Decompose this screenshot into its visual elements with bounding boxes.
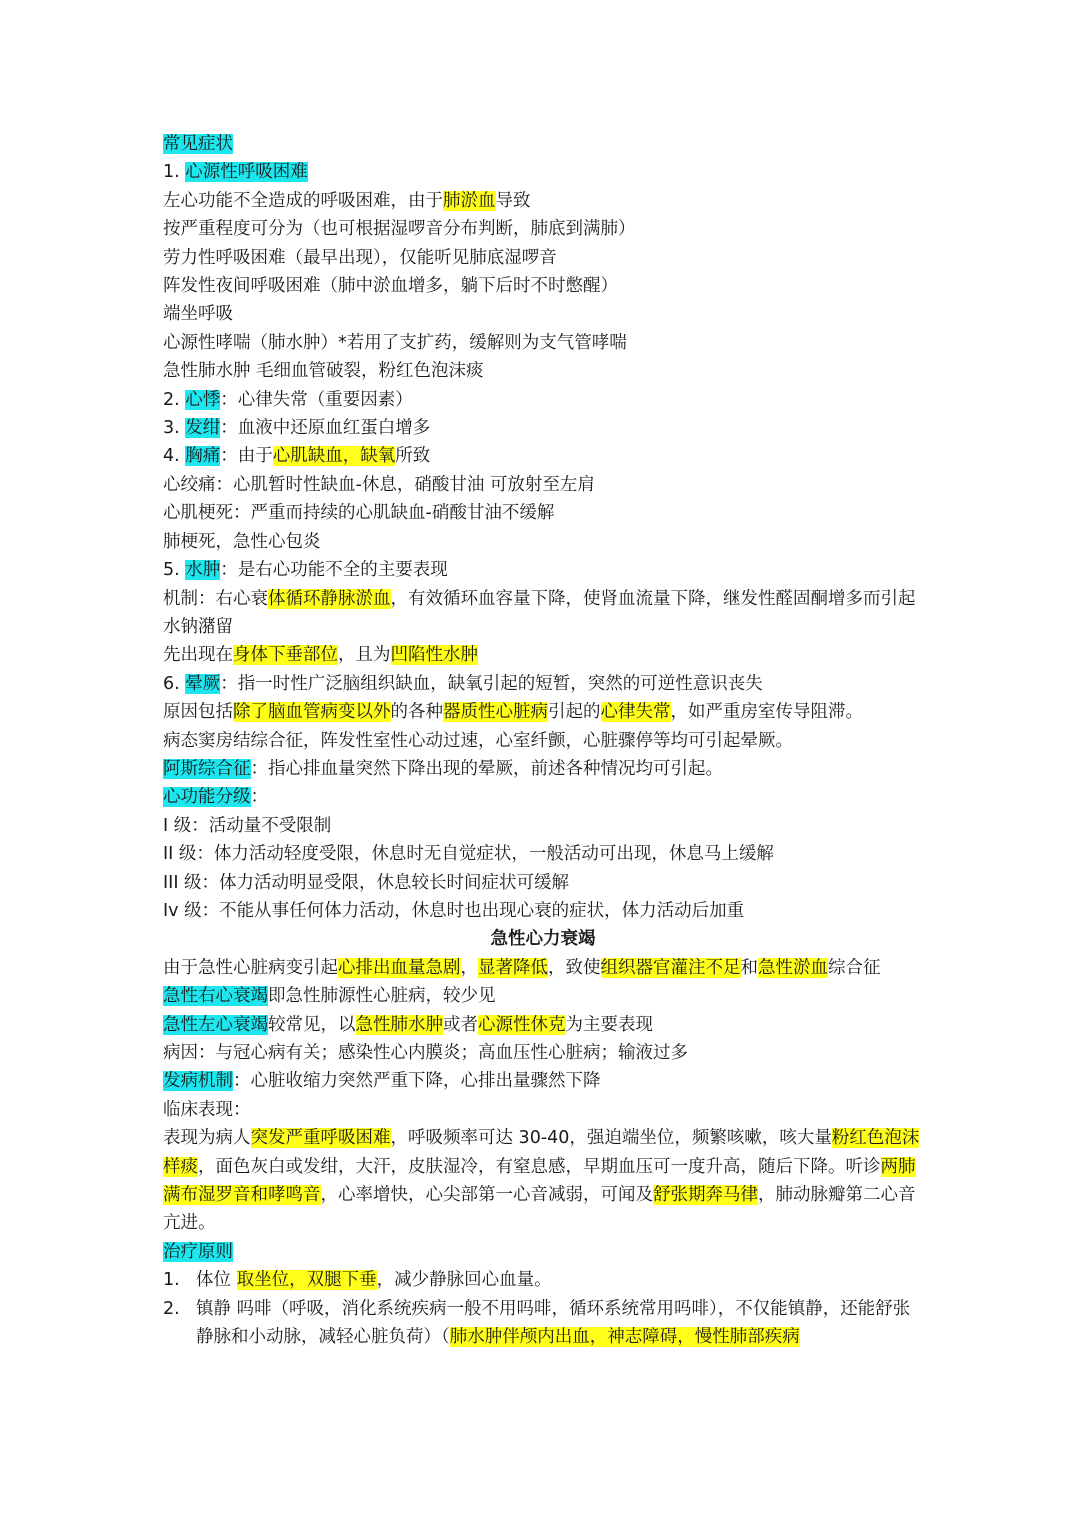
text-line <box>163 357 923 385</box>
text-run: 临床表现： <box>163 1099 251 1120</box>
list-number: 2. <box>163 1298 180 1319</box>
text-line <box>163 727 923 755</box>
text-run: ：是右心功能不全的主要表现 <box>220 560 448 581</box>
text-line <box>163 1067 923 1095</box>
text-run: 镇静 吗啡（呼吸，消化系统疾病一般不用吗啡，循环系统常用吗啡），不仅能镇静，还能舒张静脉和小动脉，减轻心脏负荷）（ <box>196 1298 911 1348</box>
text-line <box>163 499 923 527</box>
text-line <box>163 187 923 215</box>
text-run: 急性心力衰竭 <box>490 929 596 950</box>
text-run: 先出现在 <box>163 645 233 666</box>
text-line <box>163 585 923 642</box>
text-line <box>163 954 923 982</box>
highlight-yellow: 舒张期奔马律 <box>653 1185 758 1206</box>
text-line <box>163 244 923 272</box>
highlight-cyan: 胸痛 <box>185 446 221 467</box>
text-run: ，肺动脉瓣第二心音亢进。 <box>163 1185 916 1234</box>
highlight-yellow: 凹陷性水肿 <box>390 645 478 666</box>
text-line <box>163 670 923 698</box>
text-run: ： <box>250 787 268 808</box>
text-line <box>163 812 923 840</box>
text-line <box>163 215 923 243</box>
text-run: ，面色灰白或发绀，大汗，皮肤湿冷，有窒息感，早期血压可一度升高，随后下降。听诊 <box>198 1156 881 1177</box>
highlight-yellow: 心排出血量急剧 <box>338 957 461 978</box>
highlight-yellow: 取坐位，双腿下垂 <box>236 1270 377 1291</box>
text-run: 心肌梗死：严重而持续的心肌缺血-硝酸甘油不缓解 <box>163 503 555 524</box>
highlight-cyan: 心源性呼吸困难 <box>185 162 308 183</box>
highlight-cyan: 发绀 <box>185 418 221 439</box>
highlight-cyan: 常见症状 <box>163 134 233 154</box>
text-run: 所致 <box>395 446 431 467</box>
highlight-cyan: 发病机制 <box>163 1071 233 1092</box>
text-run: 心绞痛：心肌暂时性缺血-休息，硝酸甘油 可放射至左肩 <box>163 474 595 495</box>
highlight-yellow: 心律失常 <box>600 702 671 723</box>
highlight-yellow: 粉红色泡沫样痰 <box>163 1128 920 1177</box>
text-run: 6. <box>163 673 186 694</box>
text-line <box>163 1238 923 1266</box>
text-run: 阵发性夜间呼吸困难（肺中淤血增多，躺下后时不时憋醒） <box>163 276 618 297</box>
highlight-cyan: 急性左心衰竭 <box>163 1014 268 1035</box>
text-run: 心源性哮喘（肺水肿）*若用了支扩药，缓解则为支气管哮喘 <box>163 332 627 353</box>
list-number: 1. <box>163 1270 180 1291</box>
text-run: ，如严重房室传导阻滞。 <box>670 702 863 723</box>
text-run: 表现为病人 <box>163 1128 251 1149</box>
text-run: ，且为 <box>338 645 391 666</box>
highlight-yellow: 显著降低 <box>478 957 548 978</box>
text-run: ：指一时性广泛脑组织缺血，缺氧引起的短暂，突然的可逆性意识丧失 <box>220 673 763 694</box>
highlight-yellow: 突发严重呼吸困难 <box>250 1128 391 1149</box>
text-run: 和 <box>740 957 758 978</box>
text-line <box>163 556 923 584</box>
text-line <box>163 528 923 556</box>
highlight-cyan: 晕厥 <box>185 673 221 694</box>
text-run: 急性肺水肿 毛细血管破裂，粉红色泡沫痰 <box>163 361 484 382</box>
text-run: 2. <box>163 389 186 410</box>
text-line <box>163 471 923 499</box>
text-run: 端坐呼吸 <box>163 304 233 325</box>
text-line <box>163 1124 923 1238</box>
text-run: 由于急性心脏病变引起 <box>163 957 338 978</box>
text-line <box>163 755 923 783</box>
text-line <box>163 840 923 868</box>
highlight-yellow: 身体下垂部位 <box>233 645 338 666</box>
highlight-yellow: 急性肺水肿 <box>355 1014 443 1035</box>
text-run: ：心脏收缩力突然严重下降，心排出量骤然下降 <box>233 1071 601 1092</box>
text-line <box>163 1039 923 1067</box>
text-run: 原因包括 <box>163 702 233 723</box>
highlight-cyan: 水肿 <box>185 560 221 581</box>
text-run: 病态窦房结综合征，阵发性室性心动过速，心室纤颤，心脏骤停等均可引起晕厥。 <box>163 730 793 751</box>
highlight-yellow: 除了脑血管病变以外 <box>233 702 391 723</box>
text-run: 导致 <box>495 190 531 211</box>
text-run: ，心率增快，心尖部第一心音减弱，可闻及 <box>320 1185 653 1206</box>
text-line <box>163 897 923 925</box>
text-run: 机制：右心衰 <box>163 588 268 609</box>
highlight-yellow: 组织器官灌注不足 <box>600 957 741 978</box>
highlight-cyan: 急性右心衰竭 <box>163 986 268 1007</box>
text-line <box>163 698 923 726</box>
text-line <box>163 982 923 1010</box>
text-run: 1. <box>163 162 186 183</box>
text-line <box>163 158 923 186</box>
text-run: I 级：活动量不受限制 <box>163 815 332 836</box>
highlight-yellow: 心肌缺血，缺氧 <box>272 446 396 467</box>
text-run: ：由于 <box>220 446 273 467</box>
highlight-cyan: 治疗原则 <box>163 1241 233 1262</box>
text-run: ，呼吸频率可达 30-40，强迫端坐位，频繁咳嗽，咳大量 <box>390 1128 832 1149</box>
text-run: 体位 <box>196 1270 237 1291</box>
highlight-yellow: 急性淤血 <box>758 957 828 978</box>
text-run: 综合征 <box>828 957 881 978</box>
text-run: 为主要表现 <box>565 1014 653 1035</box>
text-run: 引起的 <box>548 702 601 723</box>
highlight-yellow: 器质性心脏病 <box>443 702 548 723</box>
text-line <box>163 442 923 470</box>
text-run: 病因：与冠心病有关；感染性心内膜炎；高血压性心脏病；输液过多 <box>163 1043 688 1063</box>
highlight-cyan: 心功能分级 <box>163 787 251 808</box>
text-run: ， <box>460 957 478 978</box>
text-run: 或者 <box>443 1014 478 1035</box>
text-run: ，致使 <box>548 957 601 978</box>
text-run: 按严重程度可分为（也可根据湿啰音分布判断，肺底到满肺） <box>163 219 636 240</box>
text-run: 肺梗死，急性心包炎 <box>163 531 321 552</box>
text-line <box>163 414 923 442</box>
text-line <box>163 869 923 897</box>
text-run: 即急性肺源性心脏病，较少见 <box>268 986 496 1007</box>
highlight-yellow: 肺淤血 <box>443 190 496 211</box>
text-line <box>163 641 923 669</box>
document-body <box>163 130 923 1351</box>
highlight-yellow: 肺水肿伴颅内出血，神志障碍，慢性肺部疾病 <box>449 1327 800 1348</box>
text-line <box>163 1096 923 1124</box>
section-heading <box>163 925 923 953</box>
text-line <box>163 386 923 414</box>
text-run: 劳力性呼吸困难（最早出现），仅能听见肺底湿啰音 <box>163 247 557 268</box>
text-run: II 级：体力活动轻度受限，休息时无自觉症状，一般活动可出现，休息马上缓解 <box>163 844 774 865</box>
highlight-yellow: 两肺满布湿罗音和哮鸣音 <box>163 1156 916 1206</box>
highlight-cyan: 心悸 <box>185 389 221 410</box>
text-line <box>163 130 923 158</box>
text-run: 的各种 <box>390 702 443 723</box>
text-run: 4. <box>163 446 186 467</box>
text-line <box>163 300 923 328</box>
text-run: III 级：体力活动明显受限，休息较长时间症状可缓解 <box>163 872 570 893</box>
text-line <box>163 783 923 811</box>
text-line <box>163 329 923 357</box>
text-run: ：指心排血量突然下降出现的晕厥，前述各种情况均可引起。 <box>250 758 723 779</box>
text-line <box>163 1295 923 1352</box>
text-run: 5. <box>163 560 186 581</box>
text-run: ，减少静脉回心血量。 <box>376 1270 552 1291</box>
text-run: ，有效循环血容量下降，使肾血流量下降，继发性醛固酮增多而引起水钠潴留 <box>163 588 916 637</box>
text-run: Iv 级：不能从事任何体力活动，休息时也出现心衰的症状，体力活动后加重 <box>163 900 745 921</box>
text-run: 左心功能不全造成的呼吸困难，由于 <box>163 190 443 211</box>
text-run: ：血液中还原血红蛋白增多 <box>220 418 431 439</box>
text-run: 较常见，以 <box>268 1014 356 1035</box>
highlight-yellow: 体循环静脉淤血 <box>268 588 391 609</box>
text-line <box>163 272 923 300</box>
text-line <box>163 1266 923 1294</box>
text-run: ：心律失常（重要因素） <box>220 389 413 410</box>
highlight-yellow: 心源性休克 <box>478 1014 566 1035</box>
text-line <box>163 1011 923 1039</box>
highlight-cyan: 阿斯综合征 <box>163 758 251 779</box>
text-run: 3. <box>163 418 186 439</box>
